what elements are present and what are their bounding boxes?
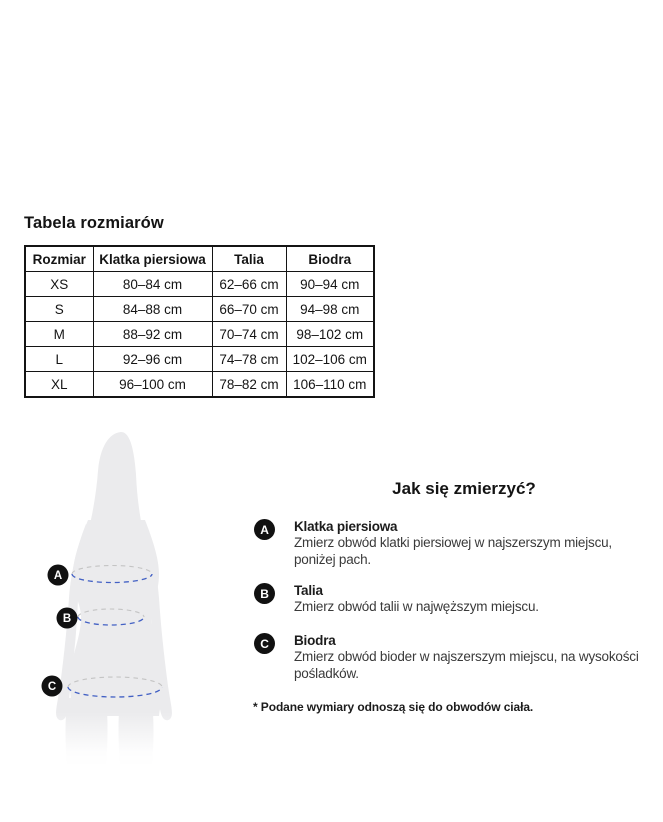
cell-size: M (25, 322, 93, 347)
badge-c: C (254, 633, 275, 654)
cell-chest: 92–96 cm (93, 347, 212, 372)
measure-item-line: Zmierz obwód klatki piersiowej w najszerszym miejscu, (294, 535, 612, 550)
col-header-waist: Talia (212, 246, 286, 272)
measure-item-text (294, 632, 639, 682)
cell-waist: 74–78 cm (212, 347, 286, 372)
measure-item-text (294, 518, 612, 568)
figure-badge-hips (42, 676, 63, 697)
badge-letter: C (47, 681, 57, 693)
cell-waist: 66–70 cm (212, 297, 286, 322)
cell-size: L (25, 347, 93, 372)
table-row (25, 347, 374, 372)
measure-item-line: Zmierz obwód talii w najwęższym miejscu. (294, 599, 539, 614)
measure-item-line: poniżej pach. (294, 551, 371, 567)
measurement-footnote: * Podane wymiary odnoszą się do obwodów ciała. (253, 700, 534, 714)
cell-chest: 80–84 cm (93, 272, 212, 297)
cell-size: XL (25, 372, 93, 398)
cell-waist: 62–66 cm (212, 272, 286, 297)
table-row (25, 272, 374, 297)
cell-hips: 106–110 cm (286, 372, 374, 398)
cell-hips: 102–106 cm (286, 347, 374, 372)
measure-item-text (294, 582, 539, 616)
how-to-measure-title: Jak się zmierzyć? (392, 479, 536, 498)
figure-badge-chest (48, 565, 69, 586)
size-table-title: Tabela rozmiarów (24, 214, 164, 232)
badge-a: A (254, 519, 275, 540)
col-header-size: Rozmiar (25, 246, 93, 272)
table-header-row (25, 246, 374, 272)
measure-item-chest (254, 518, 612, 568)
badge-letter: A (53, 570, 63, 582)
size-table (24, 245, 375, 398)
body-silhouette-figure (40, 424, 185, 769)
figure-badge-waist (57, 608, 78, 629)
badge-b: B (254, 583, 275, 604)
measure-item-hips (254, 632, 639, 682)
col-header-chest: Klatka piersiowa (93, 246, 212, 272)
table-row (25, 372, 374, 398)
badge-letter: B (62, 613, 72, 625)
cell-hips: 98–102 cm (286, 322, 374, 347)
col-header-hips: Biodra (286, 246, 374, 272)
measure-item-line: Zmierz obwód bioder w najszerszym miejscu, na wysokości (294, 649, 639, 664)
cell-chest: 88–92 cm (93, 322, 212, 347)
measure-item-line: pośladków. (294, 665, 359, 681)
cell-chest: 96–100 cm (93, 372, 212, 398)
table-row (25, 322, 374, 347)
cell-hips: 90–94 cm (286, 272, 374, 297)
cell-size: XS (25, 272, 93, 297)
leg-fade-overlay (40, 712, 185, 769)
cell-hips: 94–98 cm (286, 297, 374, 322)
cell-size: S (25, 297, 93, 322)
cell-waist: 70–74 cm (212, 322, 286, 347)
table-row (25, 297, 374, 322)
cell-chest: 84–88 cm (93, 297, 212, 322)
cell-waist: 78–82 cm (212, 372, 286, 398)
measure-item-label: Klatka piersiowa (294, 519, 398, 534)
measure-item-waist (254, 582, 539, 616)
measure-item-label: Talia (294, 583, 323, 598)
measure-item-label: Biodra (294, 633, 336, 648)
